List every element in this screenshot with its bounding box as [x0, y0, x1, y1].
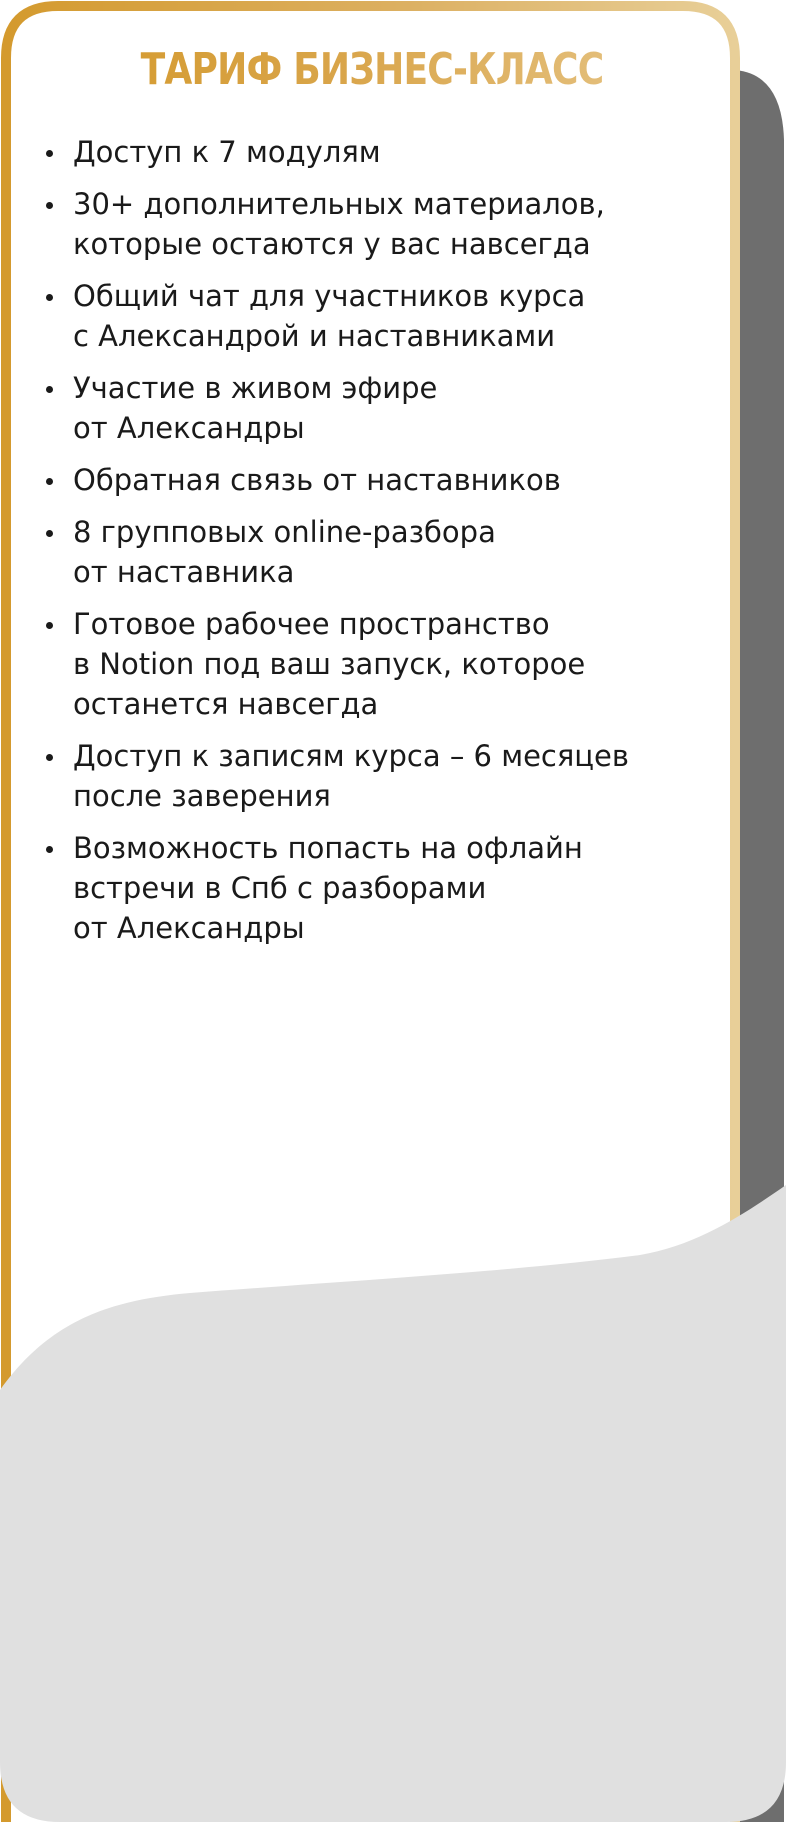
feature-item — [40, 368, 720, 448]
feature-text-line: останется навсегда — [73, 687, 379, 721]
feature-text-line: Готовое рабочее пространство — [73, 607, 550, 641]
feature-text-line: Возможность попасть на офлайн — [73, 831, 583, 865]
feature-item — [40, 604, 720, 724]
feature-text-line: после заверения — [73, 779, 331, 813]
feature-text-line: 30+ дополнительных материалов, — [73, 187, 605, 221]
feature-item — [40, 736, 720, 816]
feature-text-line: от Александры — [73, 411, 305, 445]
bullet-icon — [46, 202, 53, 209]
feature-text-line: в Notion под ваш запуск, которое — [73, 647, 586, 681]
feature-text-line: от Александры — [73, 911, 305, 945]
feature-item — [40, 460, 720, 500]
feature-text-line: Участие в живом эфире — [73, 371, 438, 405]
feature-item — [40, 276, 720, 356]
feature-list — [40, 132, 720, 960]
bullet-icon — [46, 150, 53, 157]
feature-text-line: Доступ к записям курса – 6 месяцев — [73, 739, 629, 773]
bullet-icon — [46, 754, 53, 761]
feature-text-line: от наставника — [73, 555, 295, 589]
feature-item — [40, 184, 720, 264]
bullet-icon — [46, 478, 53, 485]
feature-text-line: с Александрой и наставниками — [73, 319, 556, 353]
bullet-icon — [46, 530, 53, 537]
bullet-icon — [46, 622, 53, 629]
feature-text-line: Обратная связь от наставников — [73, 463, 561, 497]
bullet-icon — [46, 386, 53, 393]
tariff-title: ТАРИФ БИЗНЕС-КЛАСС — [67, 44, 677, 95]
feature-text-line: встречи в Спб с разборами — [73, 871, 487, 905]
feature-text-line: Доступ к 7 модулям — [73, 135, 381, 169]
bullet-icon — [46, 294, 53, 301]
feature-text-line: Общий чат для участников курса — [73, 279, 586, 313]
bullet-icon — [46, 846, 53, 853]
feature-item — [40, 828, 720, 948]
feature-text-line: которые остаются у вас навсегда — [73, 227, 591, 261]
feature-item — [40, 132, 720, 172]
feature-item — [40, 512, 720, 592]
feature-text-line: 8 групповых online-разбора — [73, 515, 496, 549]
